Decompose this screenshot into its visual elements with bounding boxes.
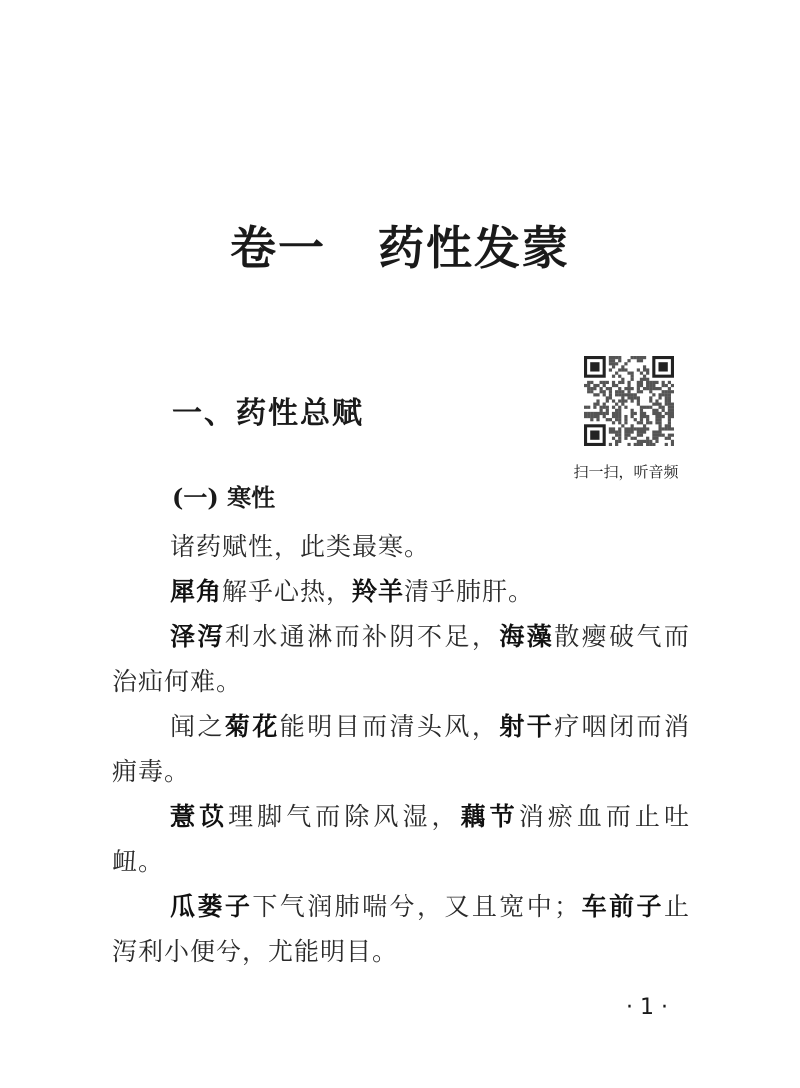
herb-name: 薏苡 xyxy=(170,802,229,831)
verse-paragraph xyxy=(112,794,690,884)
subsection-title: (一) 寒性 xyxy=(172,483,276,512)
herb-name: 车前子 xyxy=(580,892,664,921)
verse-text: 下气润肺喘兮，又且宽中； xyxy=(252,892,581,921)
herb-name: 藕节 xyxy=(460,802,519,831)
herb-name: 羚羊 xyxy=(352,577,405,606)
chapter-title xyxy=(0,212,800,278)
section-title: 一、药性总赋 xyxy=(172,396,364,431)
herb-name: 海藻 xyxy=(499,622,555,651)
qr-caption: 扫一扫，听音频 xyxy=(573,463,679,481)
verse-text: 利水通淋而补阴不足， xyxy=(224,622,500,651)
chapter-name: 药性发蒙 xyxy=(378,221,570,275)
herb-name: 泽泻 xyxy=(170,622,225,651)
verse-body xyxy=(112,524,690,974)
qr-code[interactable] xyxy=(584,356,674,446)
verse-text: 诸药赋性，此类最寒。 xyxy=(170,532,431,561)
herb-name: 瓜蒌子 xyxy=(170,892,253,921)
verse-paragraph xyxy=(112,704,690,794)
verse-text: 消瘀血而止吐衄。 xyxy=(112,802,690,876)
verse-paragraph xyxy=(112,884,690,974)
verse-paragraph xyxy=(112,614,690,704)
verse-text: 清乎肺肝。 xyxy=(404,577,535,606)
verse-text: 解乎心热， xyxy=(222,577,353,606)
herb-name: 射干 xyxy=(499,712,555,741)
verse-text: 理脚气而除风湿， xyxy=(228,802,461,831)
verse-text: 能明目而清头风， xyxy=(279,712,500,741)
herb-name: 菊花 xyxy=(224,712,280,741)
verse-text: 疗咽闭而消痈毒。 xyxy=(112,712,690,786)
herb-name: 犀角 xyxy=(170,577,223,606)
verse-text: 散瘿破气而治疝何难。 xyxy=(112,622,690,696)
verse-text: 闻之 xyxy=(170,712,225,741)
verse-paragraph xyxy=(112,569,690,614)
verse-text: 止泻利小便兮，尤能明目。 xyxy=(112,892,690,966)
chapter-number: 卷一 xyxy=(230,221,326,275)
verse-paragraph xyxy=(112,524,690,569)
page-number: · 1 · xyxy=(626,995,668,1020)
